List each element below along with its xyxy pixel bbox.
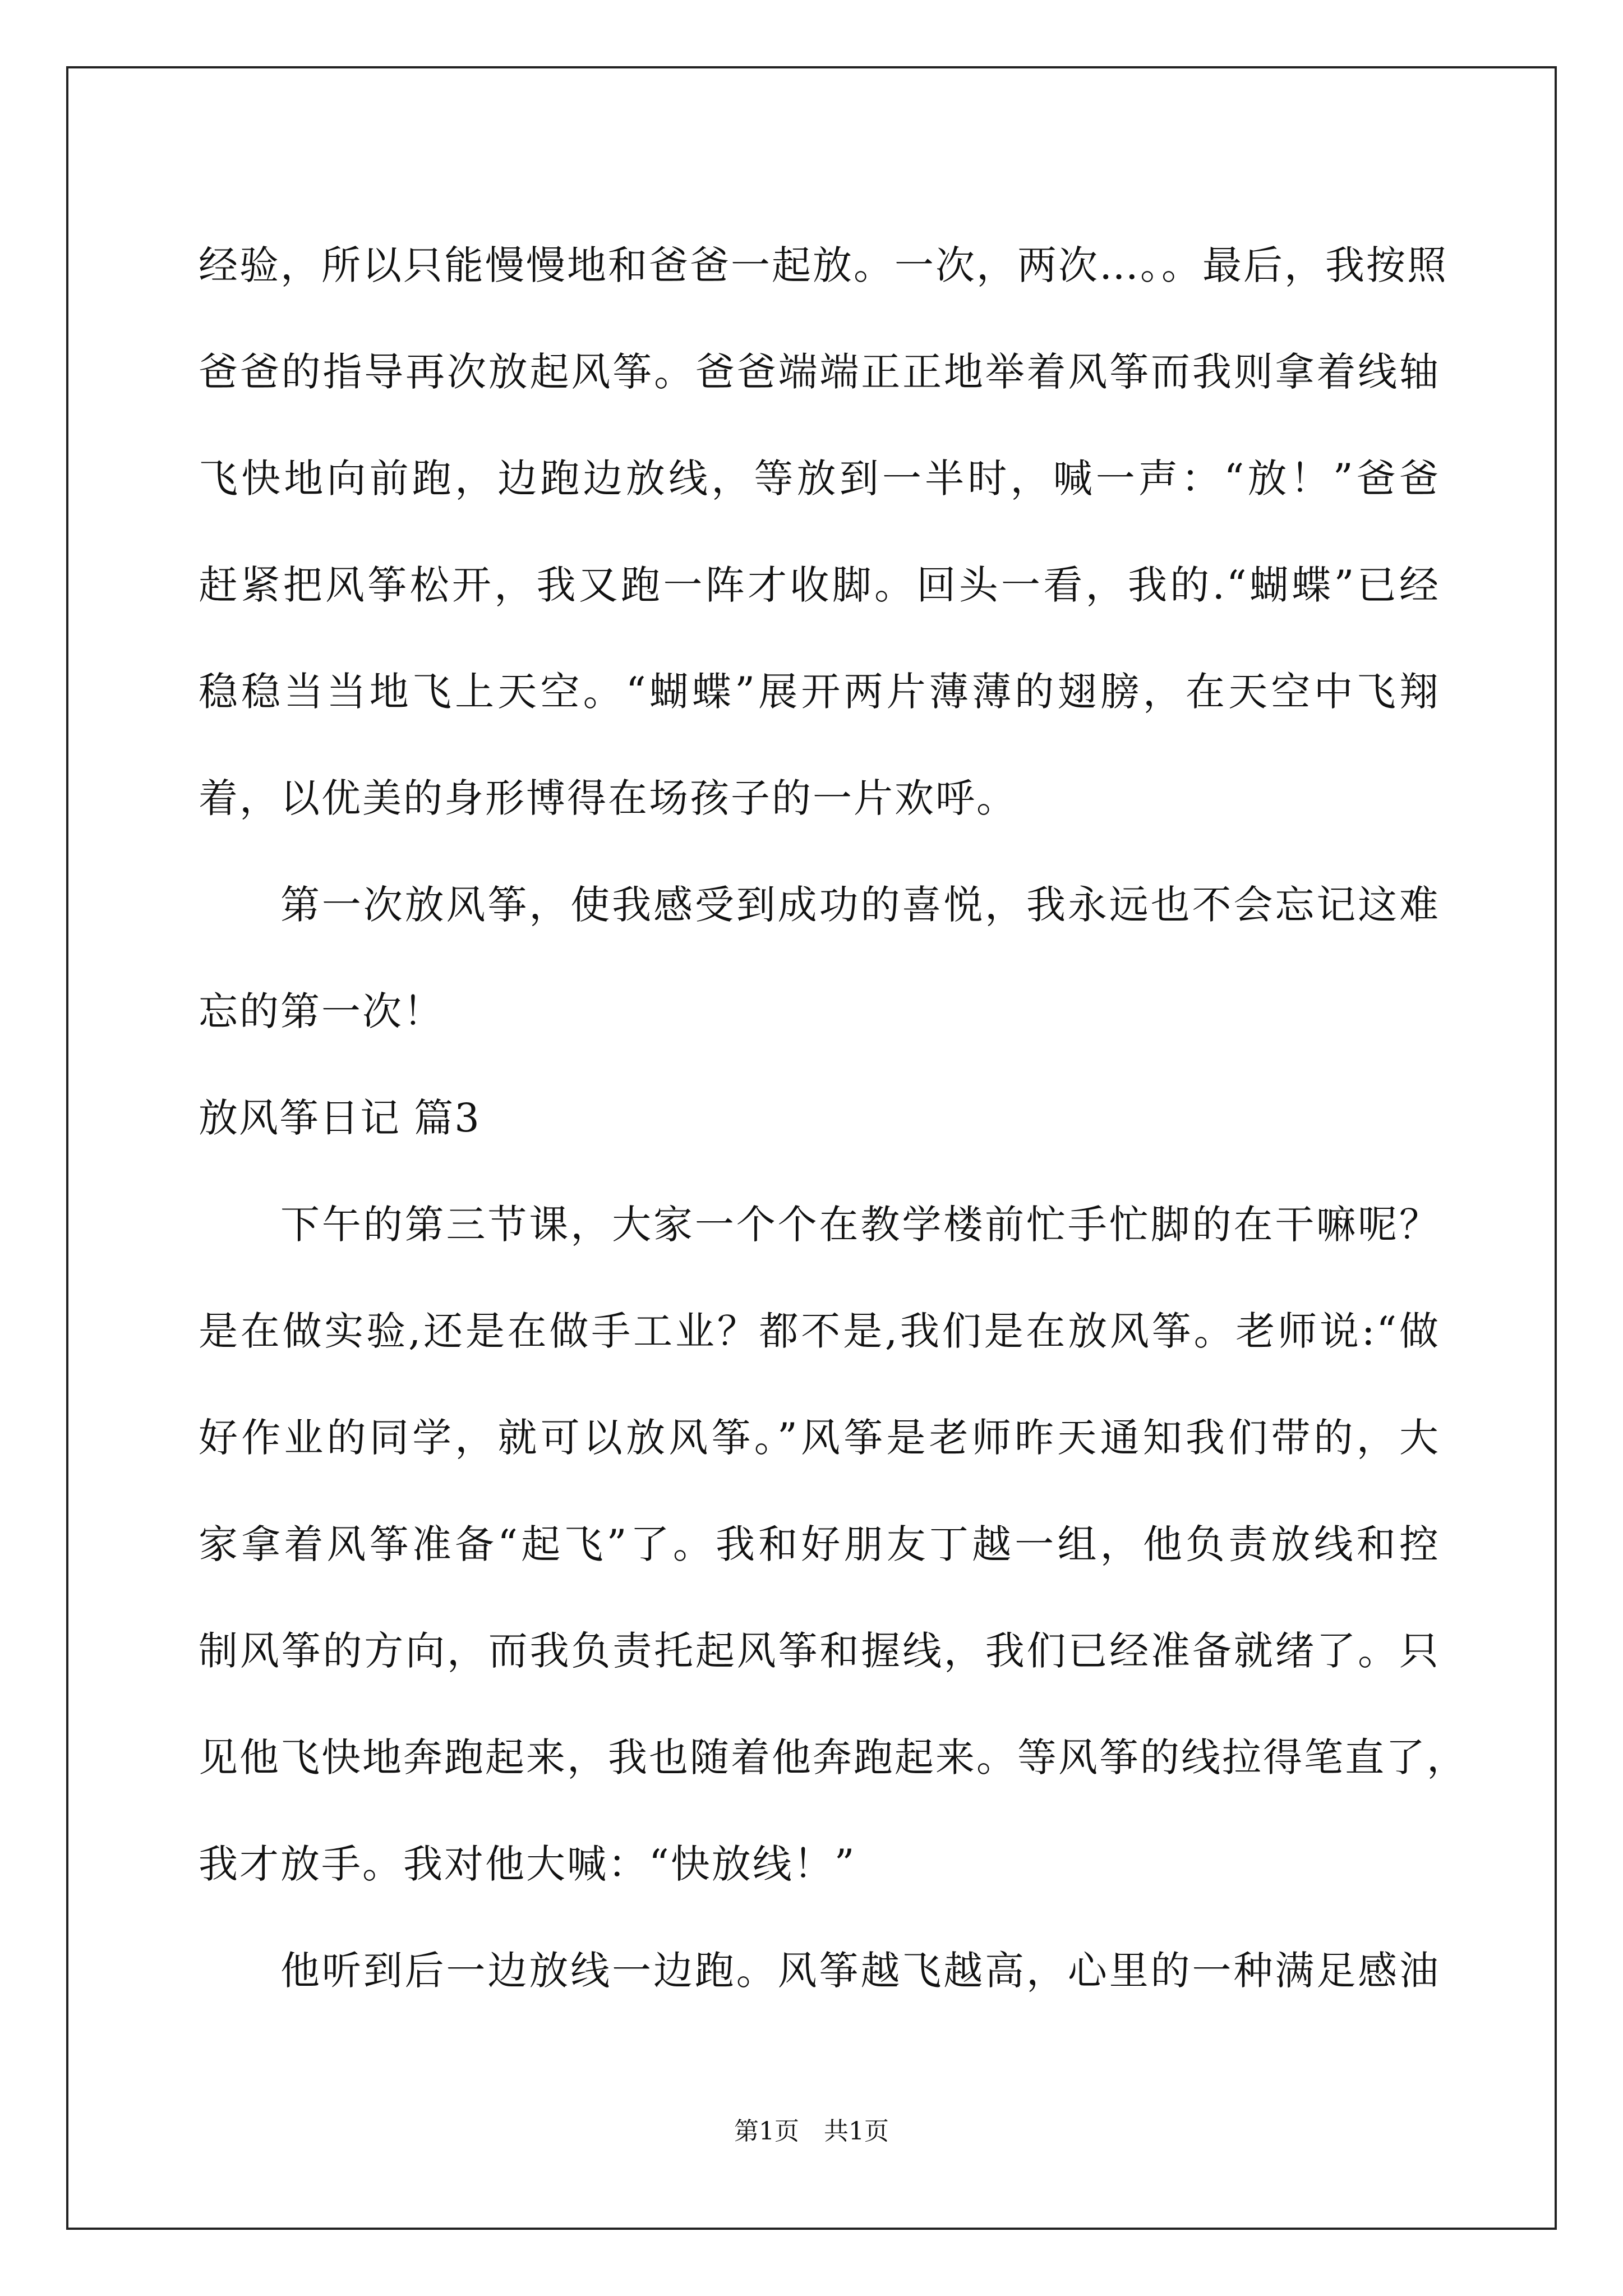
text-line: 飞快地向前跑，边跑边放线，等放到一半时，喊一声：“放！”爸爸 xyxy=(199,455,1440,501)
text-line: 爸爸的指导再次放起风筝。爸爸端端正正地举着风筝而我则拿着线轴 xyxy=(199,349,1440,395)
text-line: 制风筝的方向，而我负责托起风筝和握线，我们已经准备就绪了。只 xyxy=(199,1628,1440,1674)
text-line: 着，以优美的身形博得在场孩子的一片欢呼。 xyxy=(199,775,1017,821)
text-line: 家拿着风筝准备“起飞”了。我和好朋友丁越一组，他负责放线和控 xyxy=(199,1521,1440,1567)
page-number-current: 第1页 xyxy=(734,2117,799,2146)
text-line: 稳稳当当地飞上天空。“蝴蝶”展开两片薄薄的翅膀，在天空中飞翔 xyxy=(199,669,1440,715)
text-line: 经验，所以只能慢慢地和爸爸一起放。一次，两次…。。最后，我按照 xyxy=(199,242,1448,288)
page-footer xyxy=(0,2115,1623,2148)
document-body xyxy=(199,212,1468,2024)
section-heading: 放风筝日记 篇3 xyxy=(199,1095,481,1141)
paragraph-start-line: 第一次放风筝，使我感受到成功的喜悦，我永远也不会忘记这难 xyxy=(280,882,1440,928)
paragraph-start-line: 下午的第三节课，大家一个个在教学楼前忙手忙脚的在干嘛呢？ xyxy=(280,1202,1440,1248)
page-number-total: 共1页 xyxy=(824,2117,889,2146)
text-line: 赶紧把风筝松开，我又跑一阵才收脚。回头一看，我的.“蝴蝶”已经 xyxy=(199,562,1440,608)
text-line: 见他飞快地奔跑起来，我也随着他奔跑起来。等风筝的线拉得笔直了， xyxy=(199,1734,1468,1780)
text-line: 好作业的同学，就可以放风筝。”风筝是老师昨天通知我们带的，大 xyxy=(199,1415,1440,1461)
paragraph-start-line: 他听到后一边放线一边跑。风筝越飞越高，心里的一种满足感油 xyxy=(280,1948,1440,1994)
text-line: 是在做实验,还是在做手工业？都不是,我们是在放风筝。老师说:“做 xyxy=(199,1308,1440,1354)
text-line: 我才放手。我对他大喊：“快放线！” xyxy=(199,1841,856,1887)
text-line: 忘的第一次！ xyxy=(199,988,444,1034)
